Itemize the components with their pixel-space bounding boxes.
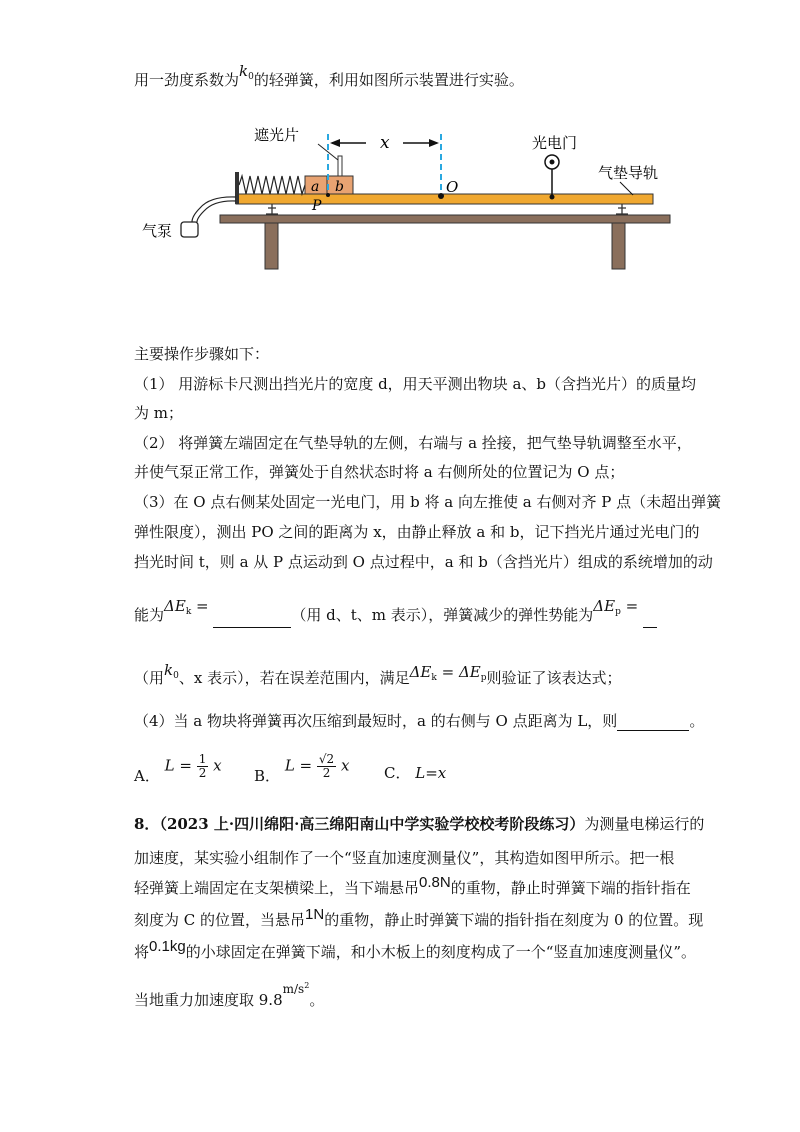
option-a[interactable]: [134, 752, 222, 785]
q8-line3: [134, 874, 691, 899]
step4-end: 。: [689, 712, 705, 730]
photogate-base-dot: [550, 195, 555, 200]
point-p-dot: [326, 193, 330, 197]
answer-blank-ek[interactable]: [213, 611, 291, 628]
q8-line4: [134, 906, 704, 931]
dEp-symbol: ΔE: [593, 597, 616, 615]
table-leg-left: [265, 223, 278, 269]
cond-sub2: p: [480, 673, 487, 683]
q8-line2: 加速度，某实验小组制作了一个“竖直加速度测量仪”，其构造如图甲所示。把一根: [134, 849, 675, 867]
option-a-num: 1: [198, 752, 207, 766]
cond-rhs: = ΔE: [436, 663, 481, 681]
experiment-figure: [140, 118, 680, 278]
label-track: 气垫导轨: [598, 164, 659, 182]
label-a: a: [311, 179, 320, 195]
line5-mid: 、x 表示），若在误差范围内，满足: [178, 669, 410, 687]
dEp-eq: =: [620, 597, 643, 615]
option-b-num: √2: [318, 752, 335, 766]
air-track: [236, 194, 653, 204]
option-b-lhs: L =: [284, 756, 313, 775]
q8-l5-post: 的小球固定在弹簧下端，和小木板上的刻度构成了一个“竖直加速度测量仪”。: [185, 943, 697, 961]
table-leg-right: [612, 223, 625, 269]
option-a-den: 2: [198, 766, 207, 780]
q8-l4-post: 的重物，静止时弹簧下端的指针指在刻度为 0 的位置。现: [324, 911, 704, 929]
q8-line5: [134, 938, 697, 963]
step2-line2: 并使气泵正常工作，弹簧处于自然状态时将 a 右侧所处的位置记为 O 点；: [134, 463, 625, 481]
q8-l4-val: 1N: [305, 906, 325, 923]
option-c[interactable]: [384, 763, 446, 783]
option-c-label: C．: [384, 764, 411, 782]
option-b[interactable]: [254, 752, 350, 785]
option-c-expr: L=x: [415, 764, 447, 782]
q8-l6-unit: [283, 982, 310, 996]
cond-lhs: ΔE: [409, 663, 432, 681]
q8-l6-post: 。: [309, 991, 325, 1009]
step1-line2: 为 m；: [134, 404, 183, 422]
dEp-sub: p: [615, 607, 621, 617]
step3-line1: （3）在 O 点右侧某处固定一光电门，用 b 将 a 向左推使 a 右侧对齐 P 点（未超出弹簧: [134, 493, 722, 511]
step3-line5: [134, 661, 622, 691]
label-b: b: [335, 179, 344, 195]
q8-l1-post: 为测量电梯运行的: [584, 815, 705, 833]
k0-symbol: k: [164, 661, 174, 679]
q8-l6-exp: 2: [304, 981, 310, 990]
option-b-den: 2: [322, 766, 331, 780]
option-a-label: A．: [134, 766, 160, 785]
left-wall: [235, 172, 239, 204]
label-x: x: [380, 133, 390, 153]
k-sub: 0: [248, 72, 254, 82]
dEk-sub: k: [185, 607, 192, 617]
option-a-fraction: [197, 753, 209, 780]
k0-sub: 0: [173, 671, 179, 681]
label-shade: 遮光片: [254, 126, 300, 144]
step2-line1: （2） 将弹簧左端固定在气垫导轨的左侧，右端与 a 拴接，把气垫导轨调整至水平，: [134, 434, 692, 452]
table-top: [220, 215, 670, 223]
x-arrowhead-right: [429, 139, 439, 147]
step3-line4: [134, 597, 657, 628]
step3-line2: 弹性限度），测出 PO 之间的距离为 x，由静止释放 a 和 b，记下挡光片通过光电门的: [134, 523, 700, 541]
answer-blank-l[interactable]: [617, 714, 689, 731]
q8-source: （2023 上·四川绵阳·高三绵阳南山中学实验学校校考阶段练习）: [159, 815, 585, 833]
q8-l5-val: 0.1kg: [149, 938, 186, 955]
q8-l3-val: 0.8N: [419, 874, 451, 891]
photogate-center: [550, 160, 555, 165]
label-photogate: 光电门: [532, 134, 578, 152]
line5-post: 则验证了该表达式；: [486, 669, 622, 687]
shading-plate: [338, 156, 342, 176]
intro-line: [134, 62, 524, 93]
track-pointer: [620, 182, 633, 195]
q8-line1: [134, 814, 704, 834]
intro-post: 的轻弹簧，利用如图所示装置进行实验。: [253, 71, 524, 89]
q8-l3-post: 的重物，静止时弹簧下端的指针指在: [450, 879, 691, 897]
dEk-eq: =: [191, 597, 214, 615]
steps-title: 主要操作步骤如下：: [134, 345, 270, 363]
q8-l6-pre: 当地重力加速度取 9.8: [134, 991, 283, 1009]
line4-mid: （用 d、t、m 表示），弹簧减少的弹性势能为: [291, 606, 594, 624]
option-b-x: x: [340, 756, 350, 775]
q8-l4-pre: 刻度为 C 的位置，当悬吊: [134, 911, 306, 929]
line5-pre: （用: [134, 669, 165, 687]
option-b-label: B．: [254, 766, 281, 785]
label-p: P: [312, 198, 322, 214]
pump-box: [181, 222, 198, 237]
support-right: [616, 204, 628, 214]
step4-line: [134, 711, 704, 731]
answer-blank-ep[interactable]: [643, 611, 657, 628]
step1-line1: （1） 用游标卡尺测出挡光片的宽度 d，用天平测出物块 a、b（含挡光片）的质量均: [134, 375, 696, 393]
cond-sub1: k: [431, 673, 437, 683]
q8-l6-unit-text: m/s: [282, 982, 305, 996]
k-symbol: k: [239, 62, 249, 80]
option-a-lhs: L =: [164, 756, 192, 775]
q8-line6: [134, 981, 325, 1013]
step3-line3: 挡光时间 t，则 a 从 P 点运动到 O 点过程中，a 和 b（含挡光片）组成的系统增加的动: [134, 553, 713, 571]
spring: [239, 176, 305, 194]
q8-number: 8．: [134, 815, 160, 833]
option-a-x: x: [213, 756, 222, 775]
label-o: O: [446, 178, 459, 196]
intro-pre: 用一劲度系数为: [134, 71, 240, 89]
point-o-dot: [438, 193, 444, 199]
x-arrowhead-left: [330, 139, 340, 147]
q8-l5-pre: 将: [134, 943, 150, 961]
label-pump: 气泵: [142, 222, 173, 240]
support-left: [266, 204, 278, 214]
option-b-fraction: [317, 753, 336, 780]
step4-text: （4）当 a 物块将弹簧再次压缩到最短时，a 的右侧与 O 点距离为 L，则: [134, 712, 618, 730]
q8-l3-pre: 轻弹簧上端固定在支架横梁上，当下端悬吊: [134, 879, 420, 897]
line4-pre: 能为: [134, 606, 165, 624]
dEk-symbol: ΔE: [164, 597, 186, 615]
